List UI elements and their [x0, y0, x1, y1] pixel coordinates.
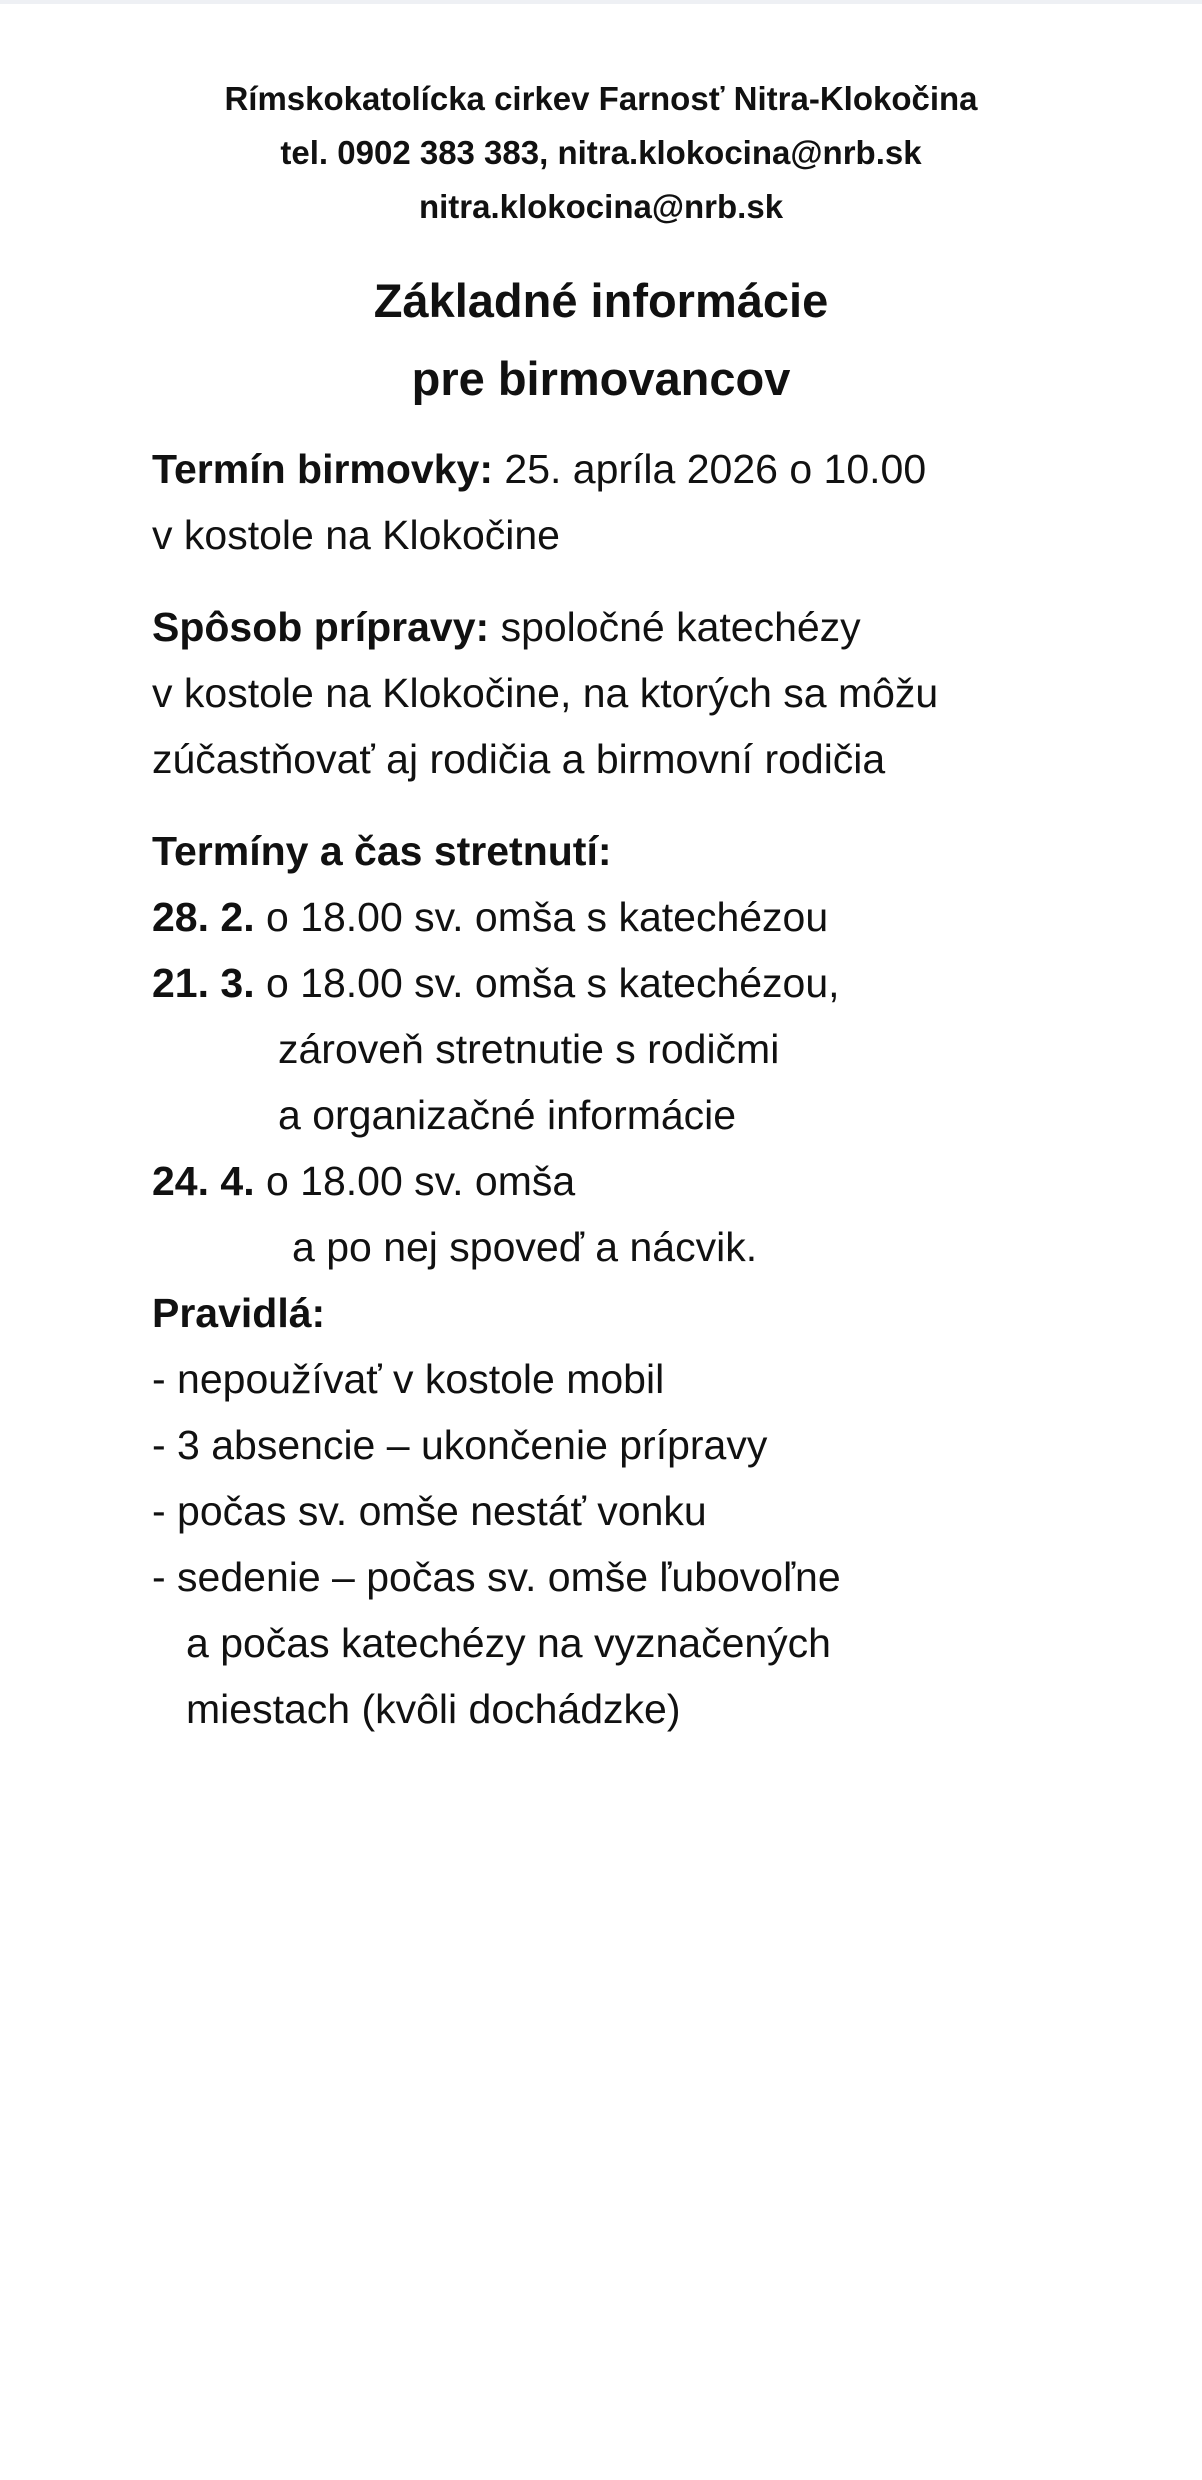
- rule-item: - počas sv. omše nestáť vonku: [152, 1488, 707, 1534]
- preparation-line-2: v kostole na Klokočine, na ktorých sa môžu: [152, 670, 939, 716]
- meeting-item: [152, 1148, 1152, 1214]
- parish-contact: tel. 0902 383 383, nitra.klokocina@nrb.sk: [280, 134, 922, 171]
- meeting-date: 21. 3.: [152, 960, 255, 1006]
- meeting-continuation: zároveň stretnutie s rodičmi: [278, 1026, 780, 1072]
- meeting-item: [152, 884, 1152, 950]
- meeting-date: 24. 4.: [152, 1158, 255, 1204]
- rule-item: - 3 absencie – ukončenie prípravy: [152, 1422, 768, 1468]
- rule-continuation: miestach (kvôli dochádzke): [186, 1686, 681, 1732]
- meeting-continuation: a organizačné informácie: [278, 1092, 737, 1138]
- meeting-text: o 18.00 sv. omša s katechézou,: [254, 960, 840, 1006]
- meeting-text: o 18.00 sv. omša: [254, 1158, 576, 1204]
- rule-continuation: a počas katechézy na vyznačených: [186, 1620, 831, 1666]
- confirmation-location: v kostole na Klokočine: [152, 512, 560, 558]
- meetings-section: [152, 818, 1152, 1742]
- rules-heading: Pravidlá:: [152, 1290, 326, 1336]
- meeting-item: [152, 950, 1152, 1016]
- document-title: [0, 262, 1202, 418]
- rules-list: [152, 1346, 1152, 1742]
- preparation-label: Spôsob prípravy:: [152, 604, 490, 650]
- meetings-list: [152, 884, 1152, 1280]
- meetings-heading: Termíny a čas stretnutí:: [152, 828, 612, 874]
- preparation-value: spoločné katechézy: [489, 604, 861, 650]
- meeting-date: 28. 2.: [152, 894, 255, 940]
- confirmation-date-label: Termín birmovky:: [152, 446, 493, 492]
- confirmation-date-section: [152, 436, 1152, 568]
- rule-item: - nepoužívať v kostole mobil: [152, 1356, 665, 1402]
- confirmation-date-value: 25. apríla 2026 o 10.00: [493, 446, 927, 492]
- title-line-2: pre birmovancov: [411, 352, 791, 405]
- parish-header: [0, 72, 1202, 234]
- parish-email: nitra.klokocina@nrb.sk: [418, 188, 784, 225]
- parish-name: Rímskokatolícka cirkev Farnosť Nitra-Klokočina: [224, 80, 978, 117]
- rule-item: - sedenie – počas sv. omše ľubovoľne: [152, 1554, 841, 1600]
- meeting-continuation: a po nej spoveď a nácvik.: [292, 1224, 758, 1270]
- title-line-1: Základné informácie: [373, 274, 829, 327]
- meeting-text: o 18.00 sv. omša s katechézou: [254, 894, 829, 940]
- preparation-section: [152, 594, 1152, 792]
- preparation-line-3: zúčastňovať aj rodičia a birmovní rodičia: [152, 736, 886, 782]
